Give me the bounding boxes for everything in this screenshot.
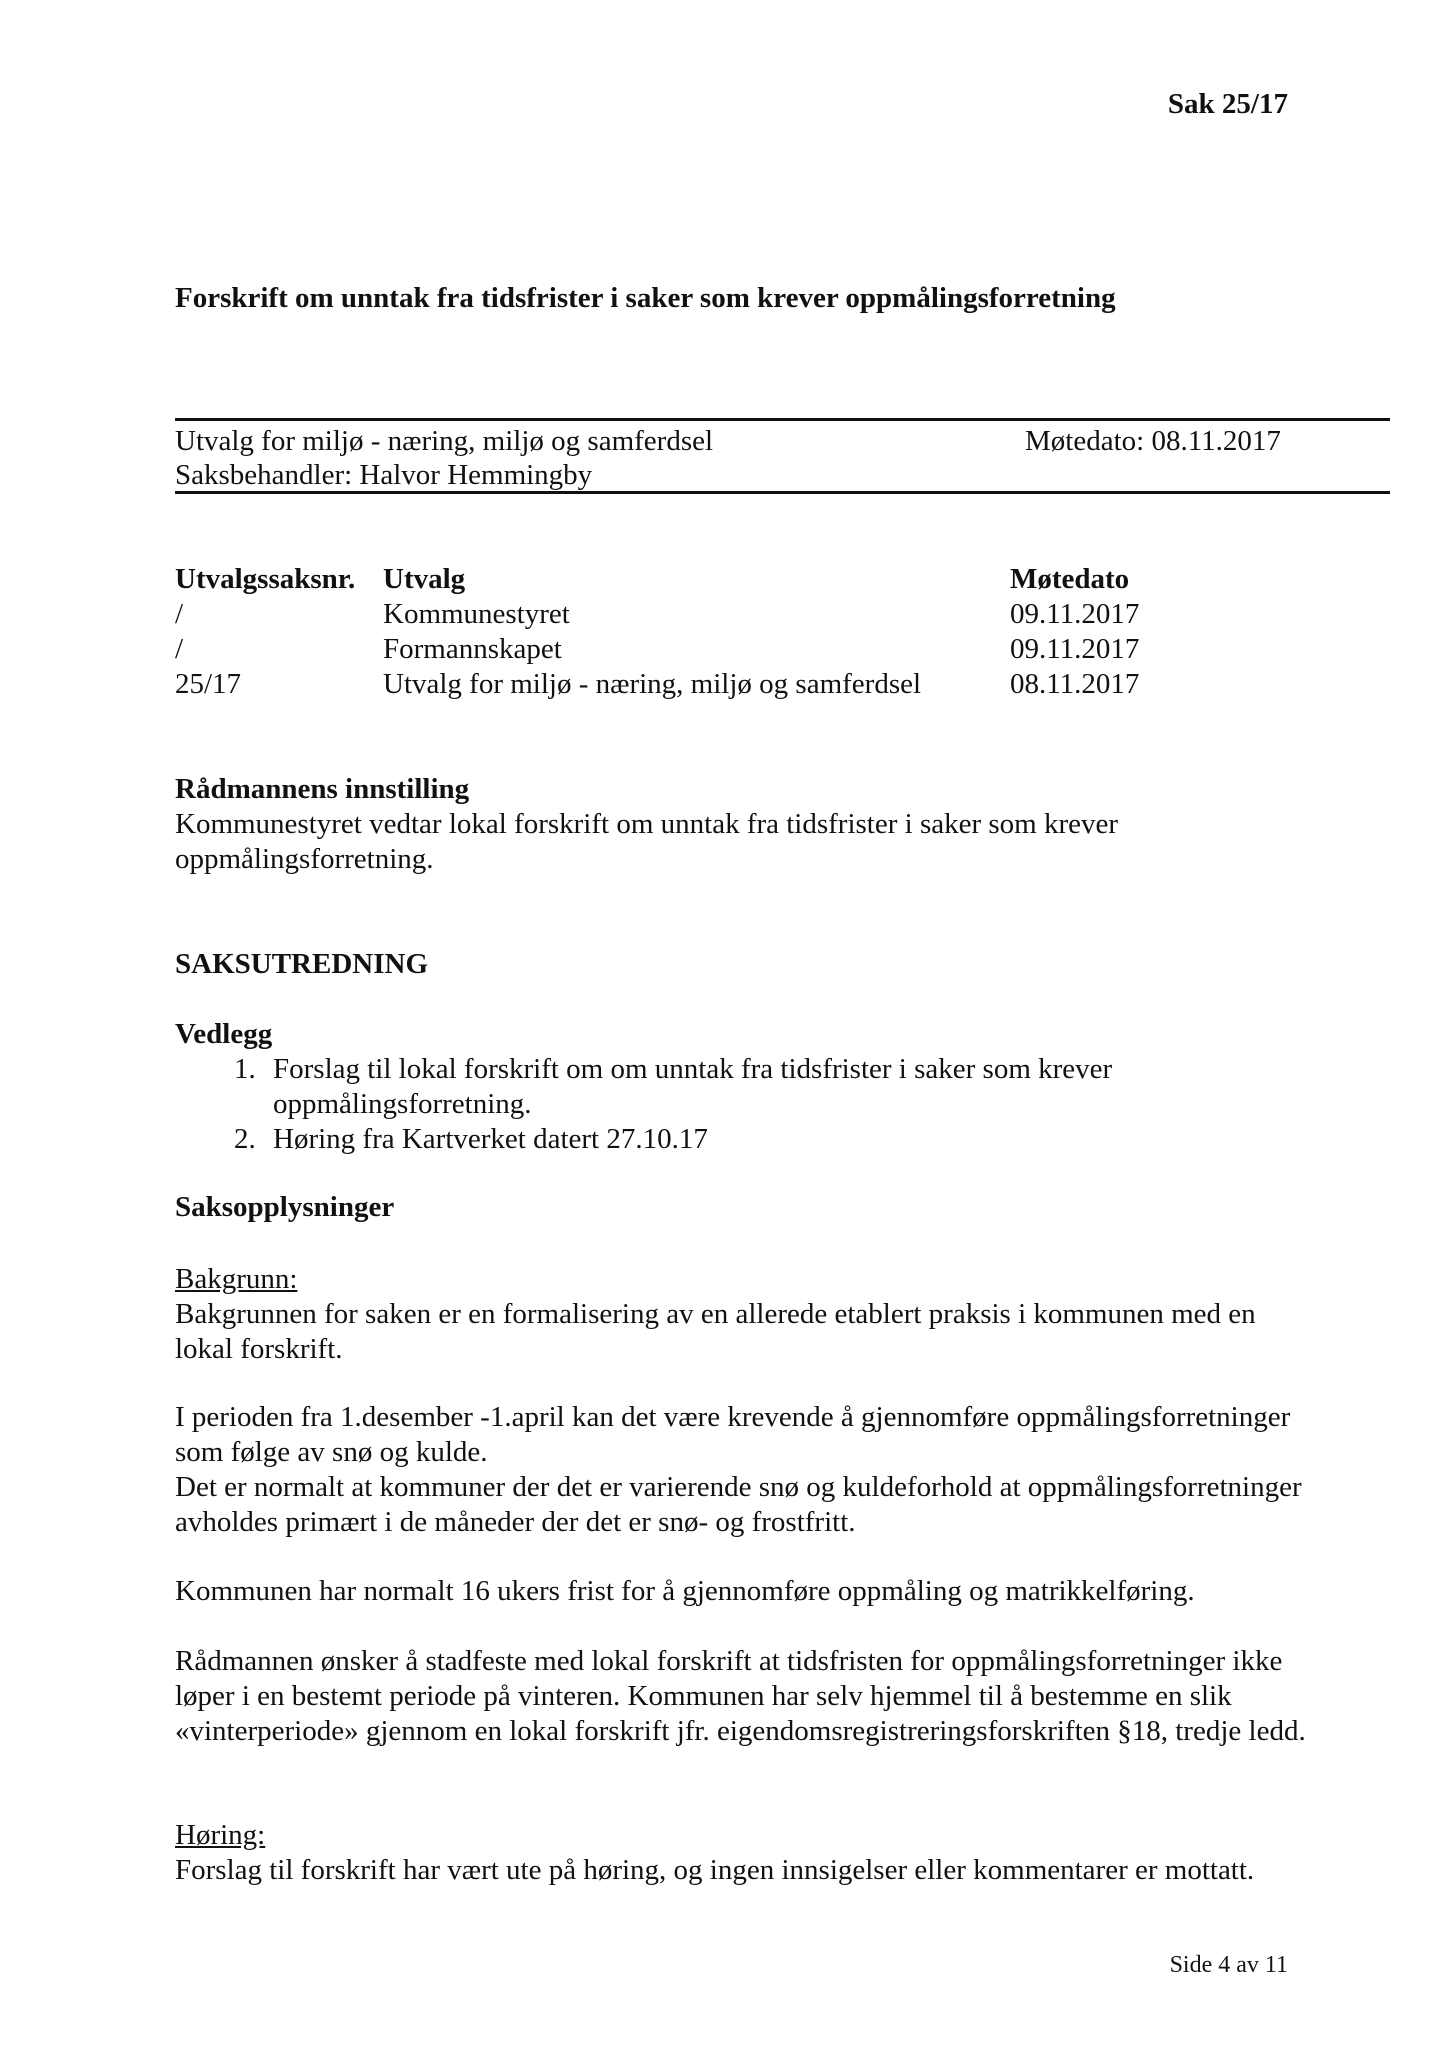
committee-cell: Formannskapet bbox=[383, 633, 562, 665]
background-section bbox=[175, 1262, 1315, 1367]
winter-section bbox=[175, 1400, 1315, 1540]
header-committee: Utvalg bbox=[383, 563, 466, 595]
case-number: Sak 25/17 bbox=[1167, 88, 1288, 120]
case-no-cell: / bbox=[175, 598, 184, 630]
document-title: Forskrift om unntak fra tidsfrister i saker som krever oppmålingsforretning bbox=[175, 282, 1116, 314]
case-no-cell: 25/17 bbox=[175, 668, 242, 700]
committee-cell: Utvalg for miljø - næring, miljø og samferdsel bbox=[383, 668, 922, 700]
facts-heading: Saksopplysninger bbox=[175, 1191, 395, 1223]
header-case-no: Utvalgssaksnr. bbox=[175, 563, 356, 595]
section-heading: SAKSUTREDNING bbox=[175, 948, 428, 980]
hearing-section bbox=[175, 1818, 1315, 1888]
list-item: 1. Forslag til lokal forskrift om om unntak fra tidsfrister i saker som krever oppmålingsforretning. bbox=[263, 1052, 1315, 1122]
date-cell: 09.11.2017 bbox=[1010, 633, 1140, 665]
background-text: Bakgrunnen for saken er en formalisering av en allerede etablert praksis i kommunen med en lokal forskrift. bbox=[175, 1298, 1256, 1365]
hearing-text: Forslag til forskrift har vært ute på høring, og ingen innsigelser eller kommentarer er mottatt. bbox=[175, 1854, 1255, 1886]
attachments-list bbox=[175, 1052, 1315, 1157]
recommendation-heading: Rådmannens innstilling bbox=[175, 773, 470, 805]
case-no-cell: / bbox=[175, 633, 184, 665]
case-officer: Saksbehandler: Halvor Hemmingby bbox=[175, 459, 593, 491]
date-cell: 08.11.2017 bbox=[1010, 668, 1140, 700]
winter-text-1: I perioden fra 1.desember -1.april kan det være krevende å gjennomføre oppmålingsforretninger som følge av snø og kulde. bbox=[175, 1401, 1291, 1468]
recommendation-text: Kommunestyret vedtar lokal forskrift om unntak fra tidsfrister i saker som krever oppmålingsforretning. bbox=[175, 808, 1119, 875]
page-number: Side 4 av 11 bbox=[1169, 1952, 1288, 1978]
winter-text-2: Det er normalt at kommuner der det er varierende snø og kuldeforhold at oppmålingsforretninger avholdes primært i de måneder der det er snø- og frostfritt. bbox=[175, 1471, 1302, 1538]
list-item: 2. Høring fra Kartverket datert 27.10.17 bbox=[263, 1122, 1315, 1157]
attachments-section bbox=[175, 1017, 1315, 1157]
meeting-date: Møtedato: 08.11.2017 bbox=[1025, 425, 1281, 457]
date-cell: 09.11.2017 bbox=[1010, 598, 1140, 630]
meeting-meta-box bbox=[175, 418, 1390, 494]
attachments-heading: Vedlegg bbox=[175, 1018, 273, 1050]
committee-name: Utvalg for miljø - næring, miljø og samferdsel bbox=[175, 425, 714, 457]
hearing-label: Høring: bbox=[175, 1819, 266, 1851]
deadline-text: Kommunen har normalt 16 ukers frist for å gjennomføre oppmåling og matrikkelføring. bbox=[175, 1575, 1195, 1607]
recommendation-section bbox=[175, 772, 1315, 877]
proposal-text: Rådmannen ønsker å stadfeste med lokal forskrift at tidsfristen for oppmålingsforretninger ikke løper i en bestemt periode på vinteren. Kommunen har selv hjemmel til å bestemme en slik «vinterperiode» gjennom en lokal forskrift jfr. eigendomsregistreringsforskriften §18, tredje ledd. bbox=[175, 1645, 1306, 1747]
committee-cell: Kommunestyret bbox=[383, 598, 570, 630]
header-meeting-date: Møtedato bbox=[1010, 563, 1130, 595]
background-label: Bakgrunn: bbox=[175, 1263, 298, 1295]
